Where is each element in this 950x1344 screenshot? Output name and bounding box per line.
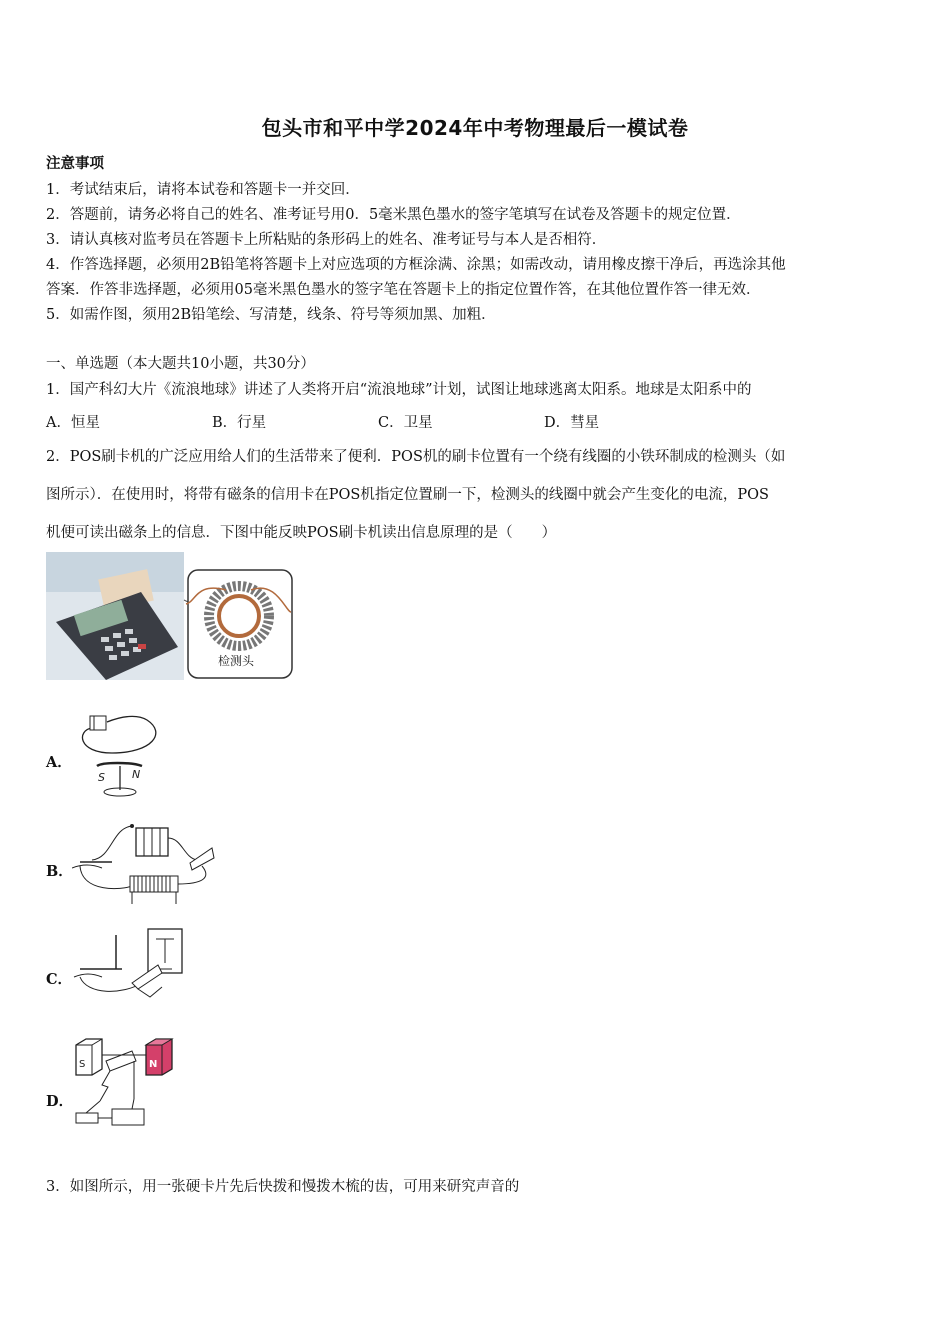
option-b-diagram (72, 818, 222, 910)
notice-item: 3．请认真核对监考员在答题卡上所粘贴的条形码上的姓名、准考证号与本人是否相符． (46, 232, 607, 248)
notice-item: 2．答题前，请务必将自己的姓名、准考证号用0．5毫米黑色墨水的签字笔填写在试卷及答题卡的规定位置． (46, 207, 741, 223)
notice-heading: 注意事项 (46, 155, 104, 172)
notice-item: 5．如需作图，须用2B铅笔绘、写清楚，线条、符号等须加黑、加粗． (46, 307, 496, 323)
q1-option-a: A．恒星 (46, 415, 100, 431)
q1-stem: 1．国产科幻大片《流浪地球》讲述了人类将开启“流浪地球”计划，试图让地球逃离太阳系。地球是太阳系中的 (46, 382, 752, 398)
magnet-n-label: N (149, 1059, 158, 1070)
q2-line: 机便可读出磁条上的信息．下图中能反映POS刷卡机读出信息原理的是（ ） (46, 525, 557, 541)
q1-option-d: D．彗星 (544, 415, 600, 431)
q3-stem: 3．如图所示，用一张硬卡片先后快拨和慢拨木梳的齿，可用来研究声音的 (46, 1179, 520, 1195)
option-d-diagram (72, 1035, 182, 1135)
q2-option-b-label: B． (46, 863, 73, 880)
option-a-diagram (72, 708, 172, 800)
notice-item: 4．作答选择题，必须用2B铅笔将答题卡上对应选项的方框涂满、涂黑；如需改动，请用橡皮擦干净后，再选涂其他 (46, 257, 786, 273)
q1-option-b: B．行星 (212, 415, 267, 431)
q2-option-c-label: C． (46, 971, 73, 988)
q2-line: 2．POS刷卡机的广泛应用给人们的生活带来了便利．POS机的刷卡位置有一个绕有线圈的小铁环制成的检测头（如 (46, 449, 786, 465)
needle-n-label: N (132, 768, 141, 781)
figure-caption: 检测头 (218, 654, 255, 668)
option-c-diagram (72, 925, 192, 1007)
q2-option-d-label: D． (46, 1093, 74, 1110)
needle-s-label: S (98, 771, 105, 784)
notice-item: 答案．作答非选择题，必须用05毫米黑色墨水的签字笔在答题卡上的指定位置作答，在其他位置作答一律无效． (46, 282, 761, 298)
pos-machine-figure (46, 552, 296, 682)
notice-item: 1．考试结束后，请将本试卷和答题卡一并交回． (46, 182, 360, 198)
section-heading: 一、单选题（本大题共10小题，共30分） (46, 356, 315, 372)
q2-option-a-label: A． (46, 754, 72, 771)
q2-line: 图所示）．在使用时，将带有磁条的信用卡在POS机指定位置刷一下，检测头的线圈中就会产生变化的电流，POS (46, 487, 769, 503)
magnet-s-label: S (79, 1059, 86, 1070)
page-title: 包头市和平中学2024年中考物理最后一模试卷 (261, 116, 689, 140)
q1-option-c: C．卫星 (378, 415, 433, 431)
